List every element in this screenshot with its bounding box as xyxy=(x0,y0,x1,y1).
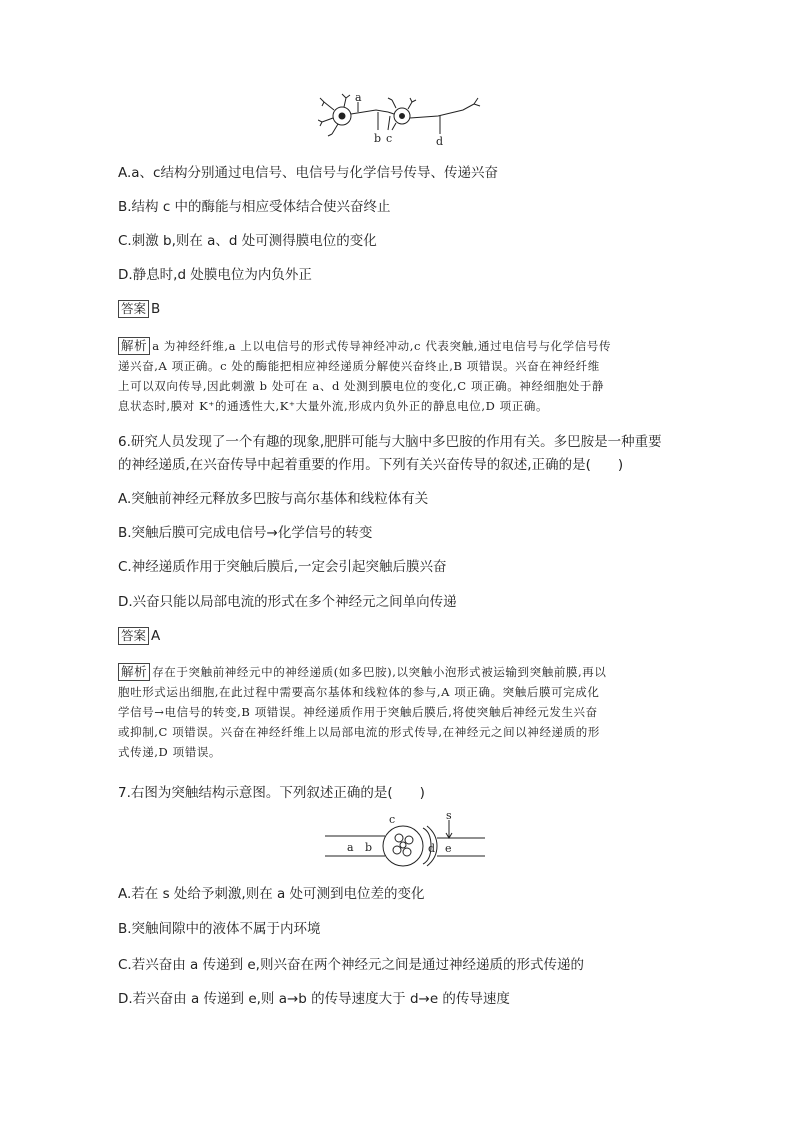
q6-analysis xyxy=(118,662,678,762)
analysis-line: 存在于突触前神经元中的神经递质(如多巴胺),以突触小泡形式被运输到突触前膜,再以 xyxy=(152,665,607,679)
q6-option-a: A.突触前神经元释放多巴胺与高尔基体和线粒体有关 xyxy=(118,491,429,507)
q7-option-b: B.突触间隙中的液体不属于内环境 xyxy=(118,921,321,937)
q6-option-c: C.神经递质作用于突触后膜后,一定会引起突触后膜兴奋 xyxy=(118,559,447,575)
analysis-line: 式传递,D 项错误。 xyxy=(118,745,222,759)
fig-label-a: a xyxy=(347,841,354,854)
fig-label-c: c xyxy=(389,813,396,826)
fig-label-b: b xyxy=(374,132,382,145)
neuron-diagram xyxy=(318,92,488,150)
q6-answer xyxy=(118,626,160,646)
q5-option-c: C.刺激 b,则在 a、d 处可测得膜电位的变化 xyxy=(118,233,377,249)
q5-analysis xyxy=(118,336,678,416)
q6-option-d: D.兴奋只能以局部电流的形式在多个神经元之间单向传递 xyxy=(118,594,457,610)
analysis-line: 学信号→电信号的转变,B 项错误。神经递质作用于突触后膜后,将使突触后神经元发生兴奋 xyxy=(118,705,598,719)
analysis-line: 胞吐形式运出细胞,在此过程中需要高尔基体和线粒体的参与,A 项正确。突触后膜可完成化 xyxy=(118,685,600,699)
q6-option-b: B.突触后膜可完成电信号→化学信号的转变 xyxy=(118,525,373,541)
answer-value: B xyxy=(151,301,161,317)
analysis-tag: 解析 xyxy=(118,337,150,355)
q5-answer xyxy=(118,299,160,319)
q7-option-d: D.若兴奋由 a 传递到 e,则 a→b 的传导速度大于 d→e 的传导速度 xyxy=(118,991,510,1007)
q7-option-a: A.若在 s 处给予刺激,则在 a 处可测到电位差的变化 xyxy=(118,886,425,902)
answer-tag: 答案 xyxy=(118,627,149,645)
q6-stem-line1: 6.研究人员发现了一个有趣的现象,肥胖可能与大脑中多巴胺的作用有关。多巴胺是一种重要 xyxy=(118,434,662,450)
answer-value: A xyxy=(151,628,161,644)
analysis-line: 递兴奋,A 项正确。c 处的酶能把相应神经递质分解使兴奋终止,B 项错误。兴奋在神经纤维 xyxy=(118,359,600,373)
analysis-tag: 解析 xyxy=(118,663,150,681)
q5-option-b: B.结构 c 中的酶能与相应受体结合使兴奋终止 xyxy=(118,199,391,215)
q5-option-a: A.a、c结构分别通过电信号、电信号与化学信号传导、传递兴奋 xyxy=(118,165,498,181)
analysis-line: 或抑制,C 项错误。兴奋在神经纤维上以局部电流的形式传导,在神经元之间以神经递质的形 xyxy=(118,725,600,739)
analysis-line: 息状态时,膜对 K⁺的通透性大,K⁺大量外流,形成内负外正的静息电位,D 项正确。 xyxy=(118,399,549,413)
q7-stem: 7.右图为突触结构示意图。下列叙述正确的是( ) xyxy=(118,785,425,801)
q6-stem-line2: 的神经递质,在兴奋传导中起着重要的作用。下列有关兴奋传导的叙述,正确的是( ) xyxy=(118,457,624,473)
fig-label-e: e xyxy=(445,842,452,855)
analysis-line: a 为神经纤维,a 上以电信号的形式传导神经冲动,c 代表突触,通过电信号与化学信号传 xyxy=(152,339,612,353)
analysis-line: 上可以双向传导,因此刺激 b 处可在 a、d 处测到膜电位的变化,C 项正确。神经细胞处于静 xyxy=(118,379,605,393)
q7-option-c: C.若兴奋由 a 传递到 e,则兴奋在两个神经元之间是通过神经递质的形式传递的 xyxy=(118,957,584,973)
fig-label-d: d xyxy=(436,135,444,148)
neuron-figure xyxy=(318,92,488,150)
q5-option-d: D.静息时,d 处膜电位为内负外正 xyxy=(118,267,312,283)
fig-label-d: d xyxy=(428,842,436,855)
synapse-diagram xyxy=(325,812,485,868)
fig-label-c: c xyxy=(386,132,393,145)
synapse-figure xyxy=(325,812,485,868)
fig-label-a: a xyxy=(355,92,362,104)
fig-label-b: b xyxy=(365,841,373,854)
answer-tag: 答案 xyxy=(118,300,149,318)
fig-label-s: s xyxy=(446,812,452,822)
